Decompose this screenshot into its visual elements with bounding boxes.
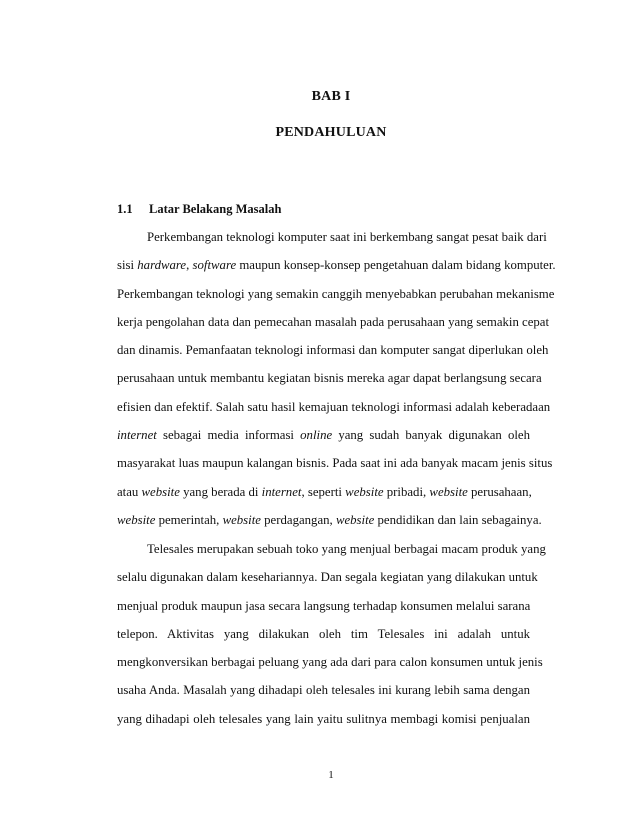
section-title: Latar Belakang Masalah xyxy=(149,202,282,216)
paragraph-line: internet sebagai media informasi online yang sudah banyak digunakan oleh xyxy=(117,428,530,443)
paragraph-line: atau website yang berada di internet, seperti website pribadi, website perusahaan, xyxy=(117,484,532,499)
paragraph-line: website pemerintah, website perdagangan, website pendidikan dan lain sebagainya. xyxy=(117,512,542,527)
paragraph-line: efisien dan efektif. Salah satu hasil kemajuan teknologi informasi adalah keberadaan xyxy=(117,399,551,414)
paragraph-line: selalu digunakan dalam kesehariannya. Dan segala kegiatan yang dilakukan untuk xyxy=(117,570,538,585)
paragraph-line: mengkonversikan berbagai peluang yang ada dari para calon konsumen untuk jenis xyxy=(117,655,543,670)
paragraph-line: telepon. Aktivitas yang dilakukan oleh tim Telesales ini adalah untuk xyxy=(117,626,530,641)
paragraph-line: Perkembangan teknologi yang semakin canggih menyebabkan perubahan mekanisme xyxy=(117,286,555,301)
paragraph-line: masyarakat luas maupun kalangan bisnis. Pada saat ini ada banyak macam jenis situs xyxy=(117,456,553,471)
paragraph-2 xyxy=(117,535,546,733)
chapter-heading: BAB I xyxy=(311,89,351,104)
section-number: 1.1 xyxy=(117,202,133,216)
paragraph-line: menjual produk maupun jasa secara langsung terhadap konsumen melalui sarana xyxy=(117,598,531,613)
chapter-title: PENDAHULUAN xyxy=(275,125,387,140)
paragraph-line: Perkembangan teknologi komputer saat ini berkembang sangat pesat baik dari xyxy=(147,230,547,244)
section-heading xyxy=(117,202,281,217)
paragraph-line: sisi hardware, software maupun konsep-konsep pengetahuan dalam bidang komputer. xyxy=(117,258,556,273)
paragraph-line: perusahaan untuk membantu kegiatan bisnis mereka agar dapat berlangsung secara xyxy=(117,371,542,386)
page-number: 1 xyxy=(328,769,334,781)
paragraph-1 xyxy=(117,223,556,534)
paragraph-line: Telesales merupakan sebuah toko yang menjual berbagai macam produk yang xyxy=(147,542,546,556)
paragraph-line: dan dinamis. Pemanfaatan teknologi informasi dan komputer sangat diperlukan oleh xyxy=(117,343,549,358)
paragraph-line: usaha Anda. Masalah yang dihadapi oleh telesales ini kurang lebih sama dengan xyxy=(117,683,530,698)
paragraph-line: yang dihadapi oleh telesales yang lain yaitu sulitnya membagi komisi penjualan xyxy=(117,711,530,726)
paragraph-line: kerja pengolahan data dan pemecahan masalah pada perusahaan yang semakin cepat xyxy=(117,314,550,329)
